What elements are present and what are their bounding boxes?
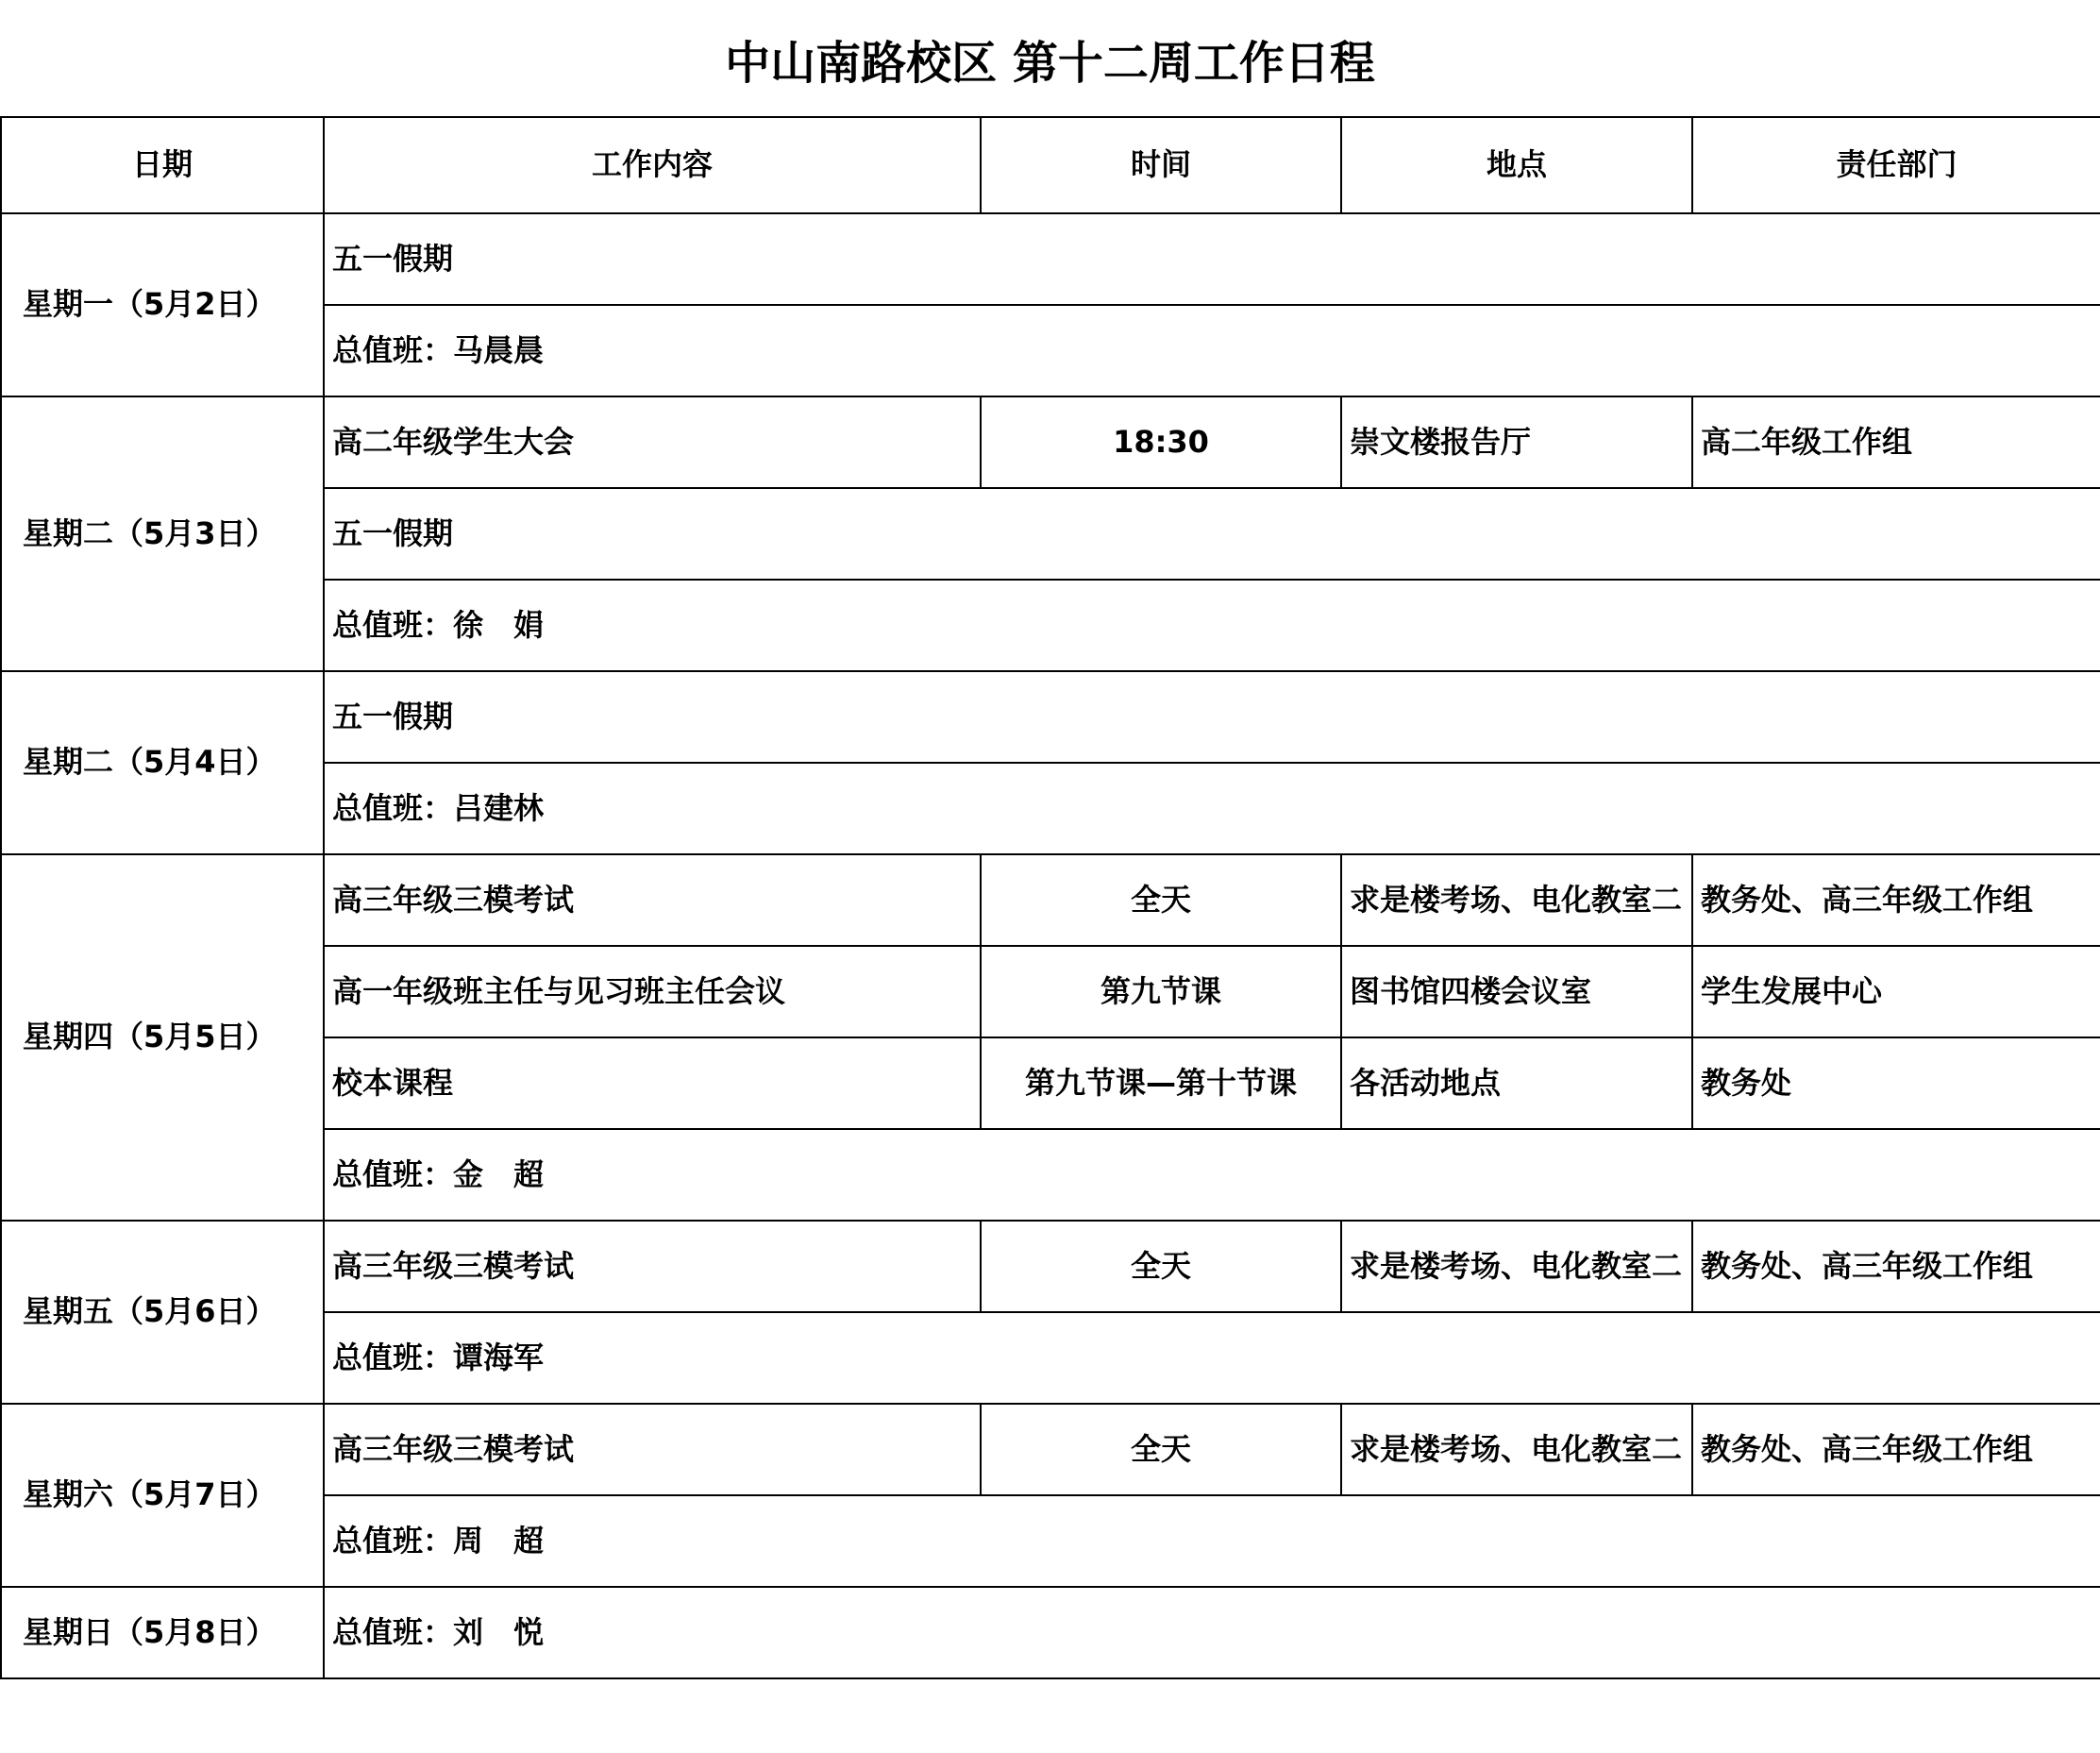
- task-content: 高一年级班主任与见习班主任会议: [324, 946, 981, 1037]
- task-place: 求是楼考场、电化教室二: [1341, 1221, 1692, 1312]
- task-dept: 高二年级工作组: [1692, 396, 2100, 488]
- day-note: 五一假期: [324, 671, 2100, 763]
- header-content: 工作内容: [324, 117, 981, 213]
- day-note: 总值班：周 超: [324, 1495, 2100, 1587]
- day-note: 五一假期: [324, 488, 2100, 580]
- schedule-body: [1, 213, 2100, 1678]
- task-time: 18:30: [981, 396, 1341, 488]
- task-time: 全天: [981, 1404, 1341, 1495]
- task-time: 全天: [981, 854, 1341, 946]
- table-row: [1, 1221, 2100, 1312]
- task-place: 求是楼考场、电化教室二: [1341, 854, 1692, 946]
- day-note: 总值班：谭海军: [324, 1312, 2100, 1404]
- day-label: 星期二（5月4日）: [1, 671, 324, 854]
- day-note: 总值班：金 超: [324, 1129, 2100, 1221]
- day-label: 星期二（5月3日）: [1, 396, 324, 671]
- table-row: [1, 213, 2100, 305]
- task-content: 高三年级三模考试: [324, 1221, 981, 1312]
- day-label: 星期六（5月7日）: [1, 1404, 324, 1587]
- day-note: 五一假期: [324, 213, 2100, 305]
- header-row: [1, 117, 2100, 213]
- task-dept: 教务处、高三年级工作组: [1692, 1221, 2100, 1312]
- header-dept: 责任部门: [1692, 117, 2100, 213]
- task-dept: 教务处、高三年级工作组: [1692, 1404, 2100, 1495]
- schedule-table: [0, 116, 2100, 1679]
- task-content: 高三年级三模考试: [324, 1404, 981, 1495]
- table-row: [1, 396, 2100, 488]
- day-note: 总值班：马晨晨: [324, 305, 2100, 396]
- day-note: 总值班：吕建林: [324, 763, 2100, 854]
- task-place: 求是楼考场、电化教室二: [1341, 1404, 1692, 1495]
- task-content: 高二年级学生大会: [324, 396, 981, 488]
- day-label: 星期五（5月6日）: [1, 1221, 324, 1404]
- task-time: 全天: [981, 1221, 1341, 1312]
- day-note: 总值班：刘 悦: [324, 1587, 2100, 1678]
- task-place: 图书馆四楼会议室: [1341, 946, 1692, 1037]
- day-label: 星期日（5月8日）: [1, 1587, 324, 1678]
- day-note: 总值班：徐 娟: [324, 580, 2100, 671]
- task-place: 崇文楼报告厅: [1341, 396, 1692, 488]
- header-time: 时间: [981, 117, 1341, 213]
- header-place: 地点: [1341, 117, 1692, 213]
- header-date: 日期: [1, 117, 324, 213]
- task-dept: 教务处、高三年级工作组: [1692, 854, 2100, 946]
- task-time: 第九节课—第十节课: [981, 1037, 1341, 1129]
- task-dept: 学生发展中心: [1692, 946, 2100, 1037]
- task-content: 高三年级三模考试: [324, 854, 981, 946]
- table-row: [1, 1404, 2100, 1495]
- task-time: 第九节课: [981, 946, 1341, 1037]
- table-row: [1, 854, 2100, 946]
- table-row: [1, 1587, 2100, 1678]
- task-content: 校本课程: [324, 1037, 981, 1129]
- page-title: 中山南路校区 第十二周工作日程: [725, 37, 1375, 90]
- table-row: [1, 671, 2100, 763]
- day-label: 星期四（5月5日）: [1, 854, 324, 1221]
- day-label: 星期一（5月2日）: [1, 213, 324, 396]
- task-dept: 教务处: [1692, 1037, 2100, 1129]
- task-place: 各活动地点: [1341, 1037, 1692, 1129]
